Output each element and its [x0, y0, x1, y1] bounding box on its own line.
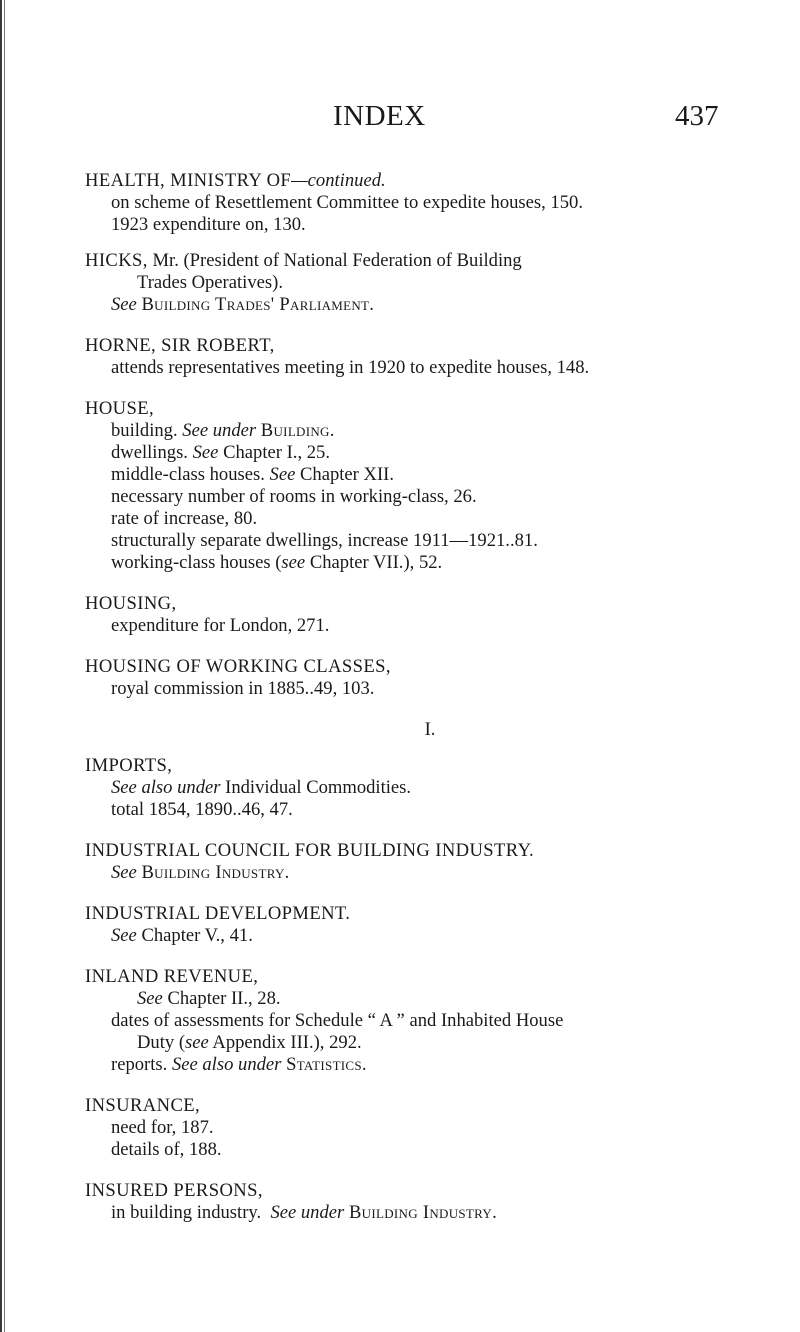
subentry: need for, 187.: [111, 1117, 214, 1138]
subentry: [85, 420, 775, 442]
letter-divider: I.: [424, 719, 436, 740]
see-also-label: See also under: [111, 777, 221, 798]
subentry: [85, 1202, 775, 1224]
chapter-reference: Chapter V., 41.: [136, 925, 253, 946]
subentry-text: building.: [111, 420, 178, 441]
index-entry-housing: [85, 593, 775, 637]
index-entry-insurance: [85, 1095, 775, 1161]
subentry: [85, 1054, 775, 1076]
subentry-text: Duty (: [137, 1032, 186, 1053]
entry-heading: HORNE, SIR ROBERT,: [85, 335, 275, 356]
entry-heading-line2: Trades Operatives).: [137, 272, 283, 293]
index-entry-hicks: [85, 250, 775, 316]
index-entry-horne: [85, 335, 775, 379]
running-head: INDEX: [333, 100, 426, 132]
page-binding-edge: [0, 0, 8, 1332]
see-label: See: [137, 988, 163, 1009]
subentry: structurally separate dwellings, increase 1911—1921..81.: [111, 530, 538, 551]
index-entry-health-ministry: [85, 170, 775, 236]
entry-heading: HOUSING OF WORKING CLASSES,: [85, 656, 391, 677]
see-label: See: [111, 862, 137, 883]
see-label: See: [192, 442, 219, 463]
entry-heading: INDUSTRIAL DEVELOPMENT.: [85, 903, 351, 924]
entry-heading: HOUSE,: [85, 398, 155, 419]
entry-heading-rest: Mr. (President of National Federation of Building: [147, 250, 522, 271]
page-header: [0, 100, 800, 140]
subentry-text: in building industry.: [111, 1202, 262, 1223]
entry-heading: INSURED PERSONS,: [85, 1180, 263, 1201]
entry-heading: INLAND REVENUE,: [85, 966, 259, 987]
subentry: expenditure for London, 271.: [111, 615, 330, 636]
entry-heading: IMPORTS,: [85, 755, 173, 776]
cross-reference: Building Trades' Parliament.: [141, 294, 375, 315]
entry-heading: HEALTH, MINISTRY: [85, 170, 262, 191]
chapter-reference: Chapter I., 25.: [223, 442, 330, 463]
index-entry-industrial-council: [85, 840, 775, 884]
index-entry-insured-persons: [85, 1180, 775, 1224]
subentry: total 1854, 1890..46, 47.: [111, 799, 293, 820]
see-also-label: See also under: [171, 1054, 282, 1075]
subentry: [85, 464, 775, 486]
subentry-continuation: [85, 1032, 775, 1054]
entry-heading: INSURANCE,: [85, 1095, 201, 1116]
subentry: [85, 552, 775, 574]
see-label: See: [111, 294, 137, 315]
subentry: details of, 188.: [111, 1139, 222, 1160]
see-under-label: See under: [270, 1202, 345, 1223]
cross-reference: Individual Commodities.: [220, 777, 412, 798]
subentry: rate of increase, 80.: [111, 508, 258, 529]
see-under-label: See under: [182, 420, 257, 441]
subentry-text: dwellings.: [111, 442, 188, 463]
chapter-reference: Chapter II., 28.: [162, 988, 281, 1009]
subentry: royal commission in 1885..49, 103.: [111, 678, 375, 699]
index-entry-industrial-development: [85, 903, 775, 947]
chapter-reference: Chapter XII.: [300, 464, 394, 485]
index-entry-house: [85, 398, 775, 574]
cross-reference: Building.: [260, 420, 335, 441]
subentry-text: middle-class houses.: [111, 464, 265, 485]
appendix-reference: Appendix III.), 292.: [208, 1032, 362, 1053]
entry-heading: HOUSING,: [85, 593, 177, 614]
page-number: 437: [675, 100, 719, 132]
subentry: 1923 expenditure on, 130.: [111, 214, 306, 235]
see-label: See: [269, 464, 296, 485]
subentry: [85, 442, 775, 464]
subentry: dates of assessments for Schedule “ A ” and Inhabited House: [111, 1010, 564, 1031]
entry-heading: INDUSTRIAL COUNCIL FOR BUILDING INDUSTRY.: [85, 840, 535, 861]
subentry-text: working-class houses (: [111, 552, 282, 573]
entry-heading-tail: OF: [261, 170, 292, 191]
subentry-text: reports.: [111, 1054, 168, 1075]
subentry: attends representatives meeting in 1920 to expedite houses, 148.: [111, 357, 590, 378]
index-entry-housing-working-classes: [85, 656, 775, 700]
cross-reference: Building Industry.: [348, 1202, 498, 1223]
continued-label: —continued.: [291, 170, 386, 191]
index-list: [85, 170, 775, 1243]
subentry: on scheme of Resettlement Committee to expedite houses, 150.: [111, 192, 583, 213]
see-label: see: [281, 552, 306, 573]
chapter-reference: Chapter VII.), 52.: [305, 552, 443, 573]
entry-heading: HICKS,: [85, 250, 148, 271]
cross-reference: Statistics.: [286, 1054, 367, 1075]
index-entry-inland-revenue: [85, 966, 775, 1076]
see-label: See: [111, 925, 137, 946]
see-label: see: [185, 1032, 209, 1053]
subentry: necessary number of rooms in working-class, 26.: [111, 486, 477, 507]
cross-reference: Building Industry.: [141, 862, 290, 883]
index-entry-imports: [85, 755, 775, 821]
